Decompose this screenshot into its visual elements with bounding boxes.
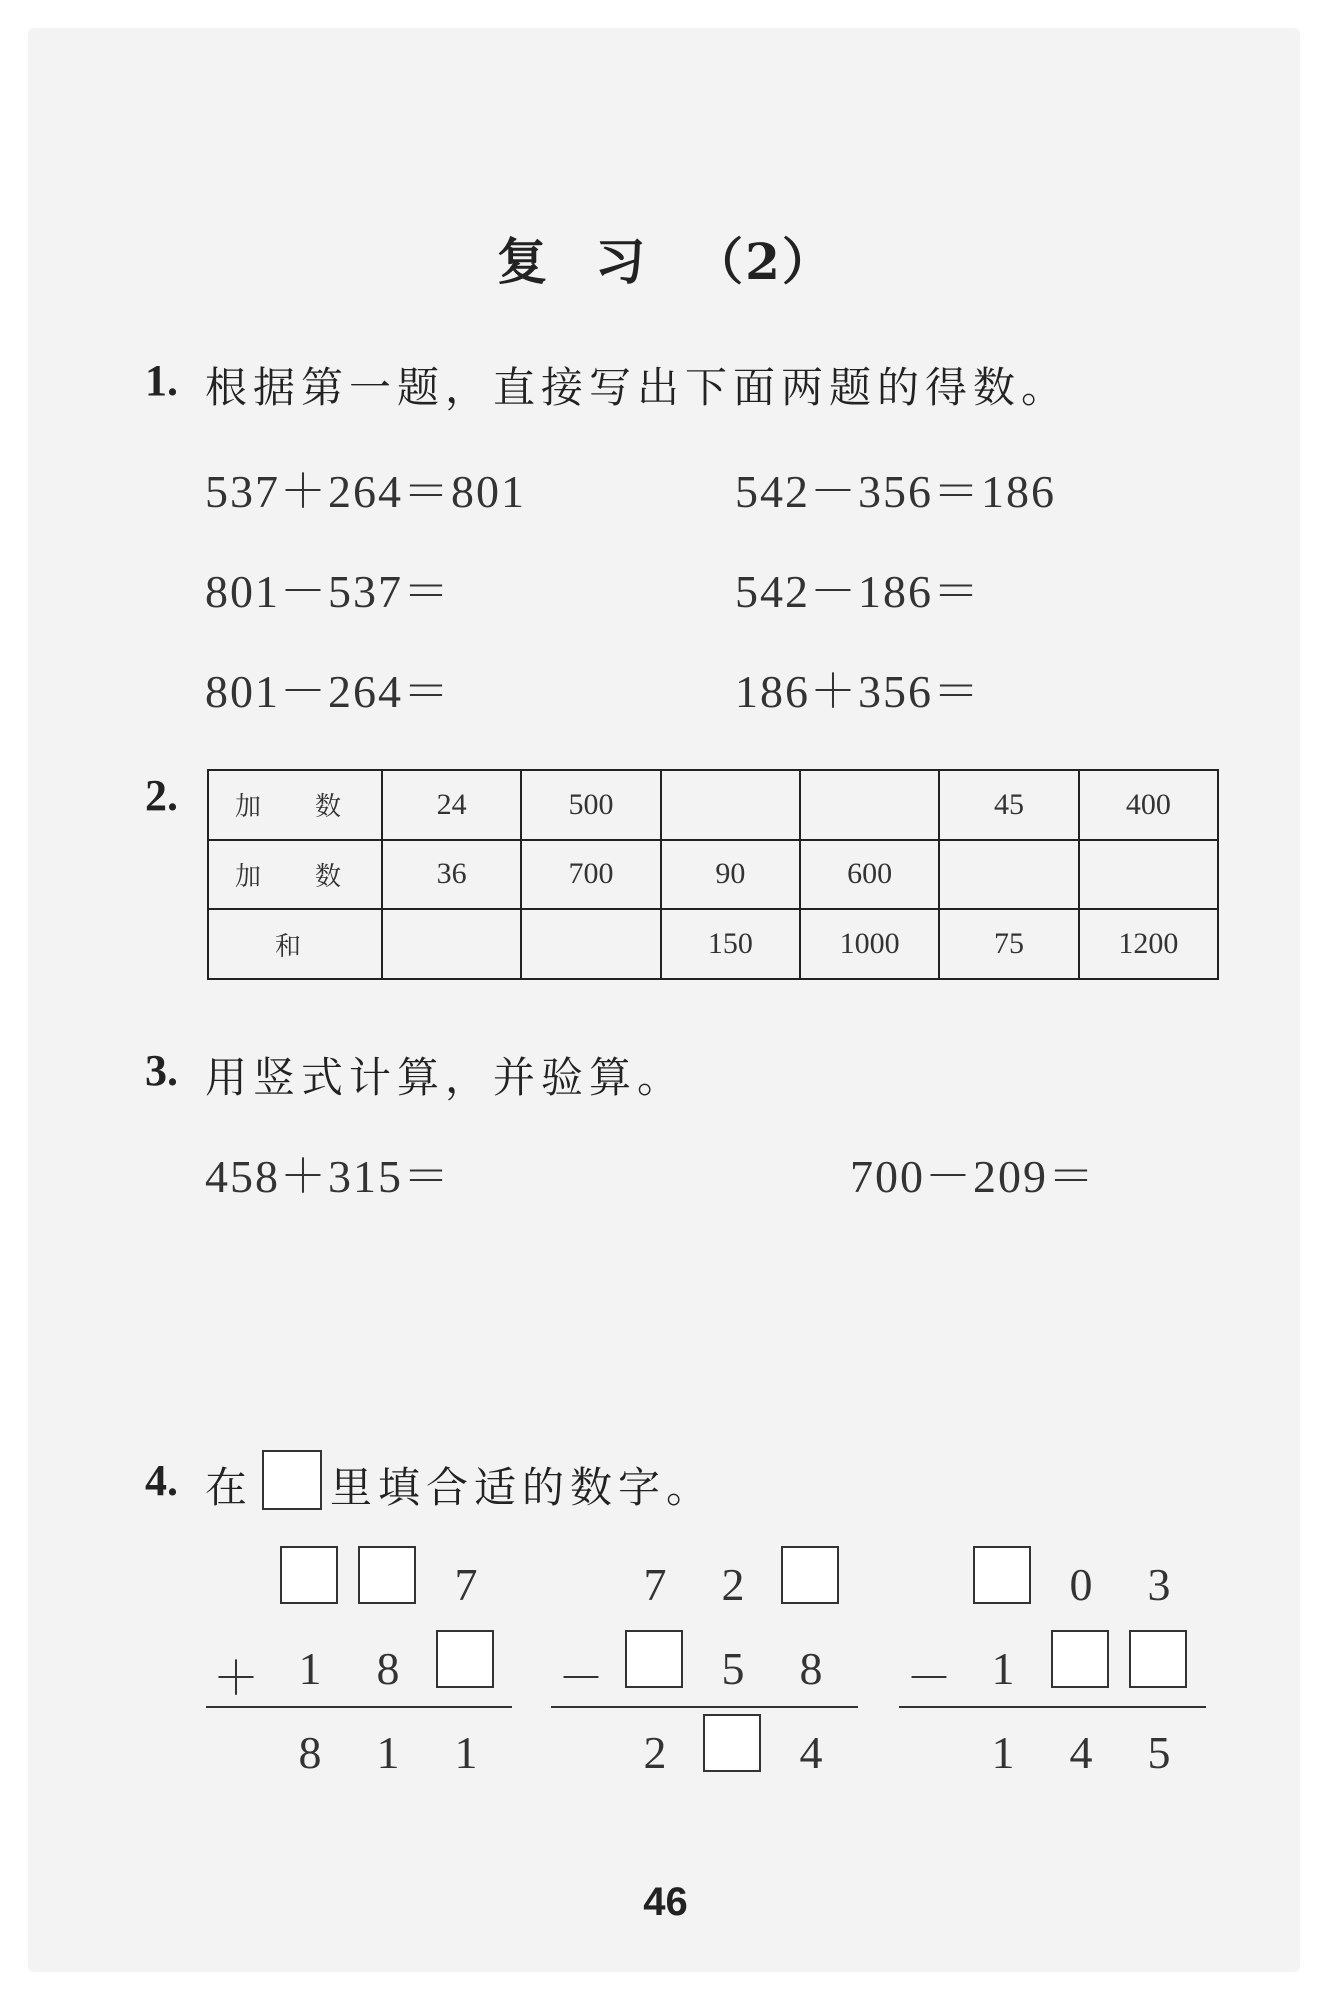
answer-box[interactable] xyxy=(436,1630,494,1688)
sum-line xyxy=(899,1706,1206,1708)
q3-number: 3. xyxy=(145,1046,178,1095)
answer-box[interactable] xyxy=(1129,1630,1187,1688)
q1-right-eq-3: 186＋356＝ xyxy=(735,666,981,717)
table-cell[interactable]: 500 xyxy=(521,770,660,840)
table-cell[interactable]: 400 xyxy=(1079,770,1218,840)
table-cell[interactable] xyxy=(939,840,1078,910)
sum-line xyxy=(551,1706,858,1708)
digit: 7 xyxy=(454,1559,478,1610)
row-label: 加 数 xyxy=(208,770,382,840)
table-cell[interactable]: 75 xyxy=(939,909,1078,979)
table-cell[interactable]: 150 xyxy=(661,909,800,979)
table-row xyxy=(208,909,1218,979)
q2-number: 2. xyxy=(145,771,178,820)
sum-line xyxy=(206,1706,512,1708)
operator-sign: － xyxy=(558,1653,604,1704)
table-cell[interactable]: 600 xyxy=(800,840,939,910)
row-label: 和 xyxy=(208,909,382,979)
table-row xyxy=(208,840,1218,910)
q4-number: 4. xyxy=(145,1456,178,1505)
table-cell[interactable] xyxy=(521,909,660,979)
addition-table xyxy=(207,769,1219,980)
digit: 2 xyxy=(643,1727,667,1778)
digit: 3 xyxy=(1147,1559,1171,1610)
table-cell[interactable]: 36 xyxy=(382,840,521,910)
answer-box[interactable] xyxy=(358,1546,416,1604)
operator-sign: － xyxy=(906,1653,952,1704)
table-cell[interactable]: 45 xyxy=(939,770,1078,840)
title-main: 复 xyxy=(497,232,550,291)
digit: 1 xyxy=(298,1643,322,1694)
table-row xyxy=(208,770,1218,840)
digit: 5 xyxy=(721,1643,745,1694)
q4-text-before: 在 xyxy=(205,1463,254,1512)
table-cell[interactable]: 1000 xyxy=(800,909,939,979)
table-cell[interactable]: 24 xyxy=(382,770,521,840)
digit: 0 xyxy=(1069,1559,1093,1610)
q1-right-eq-1: 542－356＝186 xyxy=(735,466,1056,517)
title-second: 习 xyxy=(595,232,648,291)
q3-right-eq: 700－209＝ xyxy=(850,1151,1096,1202)
answer-box[interactable] xyxy=(1051,1630,1109,1688)
q1-text: 根据第一题，直接写出下面两题的得数。 xyxy=(205,363,1070,412)
q1-left-eq-2: 801－537＝ xyxy=(205,566,451,617)
table-cell[interactable]: 1200 xyxy=(1079,909,1218,979)
digit: 1 xyxy=(991,1643,1015,1694)
q1-left-eq-1: 537＋264＝801 xyxy=(205,466,526,517)
digit: 1 xyxy=(454,1727,478,1778)
answer-box[interactable] xyxy=(625,1630,683,1688)
digit: 1 xyxy=(991,1727,1015,1778)
table-cell[interactable] xyxy=(800,770,939,840)
table-cell[interactable]: 700 xyxy=(521,840,660,910)
q1-number: 1. xyxy=(145,356,178,405)
answer-box[interactable] xyxy=(703,1714,761,1772)
q3-text: 用竖式计算，并验算。 xyxy=(205,1053,686,1102)
table-cell[interactable] xyxy=(382,909,521,979)
page-title xyxy=(0,222,1331,294)
table-cell[interactable] xyxy=(1079,840,1218,910)
title-number: （2） xyxy=(693,232,834,291)
digit: 2 xyxy=(721,1559,745,1610)
table-cell[interactable]: 90 xyxy=(661,840,800,910)
answer-box[interactable] xyxy=(781,1546,839,1604)
digit: 4 xyxy=(799,1727,823,1778)
page-number: 46 xyxy=(643,1880,688,1924)
q3-left-eq: 458＋315＝ xyxy=(205,1151,451,1202)
answer-box-example xyxy=(262,1450,322,1510)
digit: 5 xyxy=(1147,1727,1171,1778)
q4-text-after: 里填合适的数字。 xyxy=(330,1463,715,1512)
digit: 4 xyxy=(1069,1727,1093,1778)
digit: 8 xyxy=(799,1643,823,1694)
digit: 1 xyxy=(376,1727,400,1778)
answer-box[interactable] xyxy=(280,1546,338,1604)
digit: 7 xyxy=(643,1559,667,1610)
row-label: 加 数 xyxy=(208,840,382,910)
digit: 8 xyxy=(376,1643,400,1694)
table-cell[interactable] xyxy=(661,770,800,840)
operator-sign: ＋ xyxy=(213,1653,259,1704)
q1-left-eq-3: 801－264＝ xyxy=(205,666,451,717)
digit: 8 xyxy=(298,1727,322,1778)
q1-right-eq-2: 542－186＝ xyxy=(735,566,981,617)
answer-box[interactable] xyxy=(973,1546,1031,1604)
